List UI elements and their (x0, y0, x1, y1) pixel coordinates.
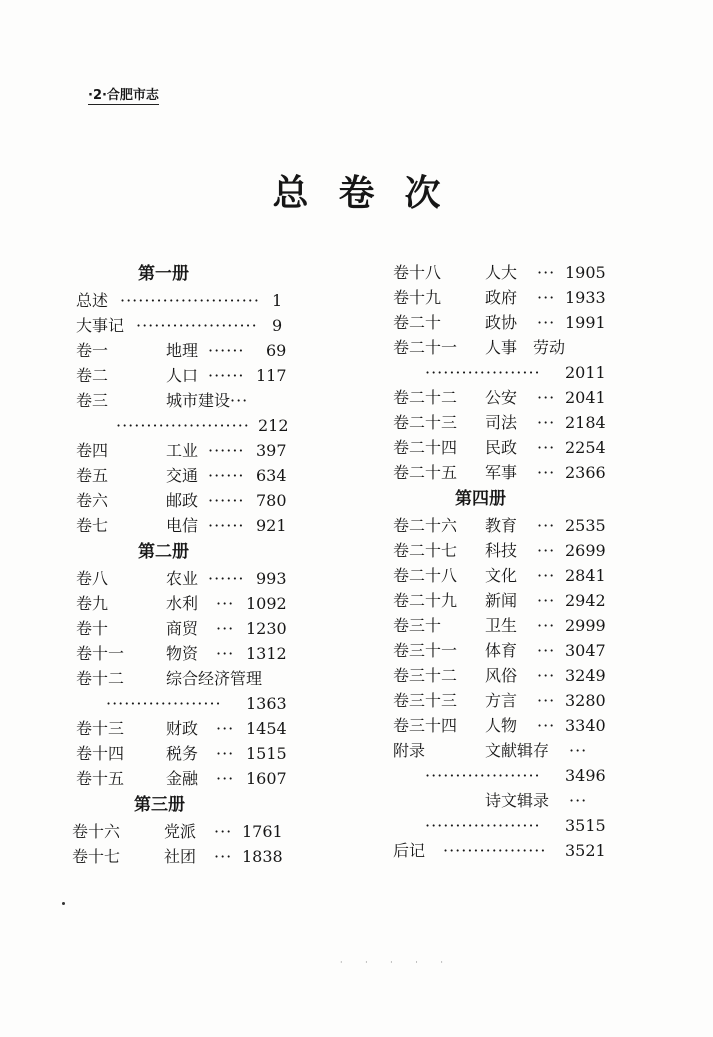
toc-entry (76, 463, 286, 488)
entry-text: 文化 (485, 566, 518, 585)
toc-entry (76, 741, 286, 766)
entry-text: 卷二十三 (393, 413, 458, 432)
page-number: 1092 (246, 594, 287, 613)
dot-leader: ··· (216, 644, 235, 663)
toc-entry (393, 285, 605, 310)
dot-leader: ······ (208, 341, 245, 360)
toc-entry (393, 663, 605, 688)
entry-text: 卷三十 (393, 616, 442, 635)
entry-text: 财政 (166, 719, 199, 738)
dot-leader: ··· (537, 413, 556, 432)
entry-text: 卷三十二 (393, 666, 458, 685)
toc-entry (393, 613, 605, 638)
toc-entry (76, 438, 286, 463)
toc-entry (76, 716, 286, 741)
toc-entry (393, 738, 605, 763)
toc-entry (393, 513, 605, 538)
entry-text: 卷二十九 (393, 591, 458, 610)
dot-leader: ··· (216, 619, 235, 638)
entry-text: 卷三十一 (393, 641, 458, 660)
dot-leader: ··················· (425, 816, 541, 835)
page-number: 117 (256, 366, 287, 385)
toc-entry (76, 616, 286, 641)
toc-entry (393, 563, 605, 588)
dot-leader: ··· (537, 263, 556, 282)
entry-text: 大事记 (76, 316, 125, 335)
entry-text: 人事 劳动 (485, 338, 566, 357)
toc-entry (76, 513, 286, 538)
page-number: 2999 (565, 616, 606, 635)
entry-text: 卷五 (76, 466, 109, 485)
dot-leader: ··· (230, 391, 249, 410)
entry-text: 地理 (166, 341, 199, 360)
page-number: 397 (256, 441, 287, 460)
entry-text: 新闻 (485, 591, 518, 610)
toc-entry (393, 588, 605, 613)
page-number: 3280 (565, 691, 606, 710)
page-number: 1933 (565, 288, 606, 307)
margin-dot (62, 902, 65, 905)
page-number: 2366 (565, 463, 606, 482)
dot-leader: ··· (216, 594, 235, 613)
entry-text: 方言 (485, 691, 518, 710)
dot-leader: ······················· (120, 291, 260, 310)
entry-text: 水利 (166, 594, 199, 613)
page-title: 总卷次 (272, 172, 471, 214)
page-number: 634 (256, 466, 287, 485)
toc-entry (76, 766, 286, 791)
page-number: 3340 (565, 716, 606, 735)
entry-text: 后记 (393, 841, 426, 860)
toc-entry (393, 763, 605, 788)
volume-heading (76, 538, 286, 566)
toc-entry (393, 410, 605, 435)
entry-text: 卷二十七 (393, 541, 458, 560)
entry-text: 卷十 (76, 619, 109, 638)
entry-text: 商贸 (166, 619, 199, 638)
entry-text: 附录 (393, 741, 426, 760)
page-number: 2254 (565, 438, 606, 457)
entry-text: 卷一 (76, 341, 109, 360)
toc-entry (76, 338, 286, 363)
entry-text: 卷三十三 (393, 691, 458, 710)
entry-text: 卷二十五 (393, 463, 458, 482)
dot-leader: ··· (216, 769, 235, 788)
entry-text: 科技 (485, 541, 518, 560)
toc-entry (393, 713, 605, 738)
toc-entry (393, 360, 605, 385)
dot-leader: ··· (537, 566, 556, 585)
entry-text: 卷三十四 (393, 716, 458, 735)
toc-entry (393, 435, 605, 460)
page-number: 3521 (565, 841, 606, 860)
entry-text: 综合经济管理 (166, 669, 263, 688)
entry-text: 体育 (485, 641, 518, 660)
volume-heading-label: 第三册 (134, 795, 185, 815)
page-number: 1761 (242, 822, 283, 841)
entry-text: 卷十五 (76, 769, 125, 788)
volume-heading-label: 第四册 (455, 489, 506, 509)
dot-leader: ······ (208, 466, 245, 485)
entry-text: 人物 (485, 716, 518, 735)
page-number: 2841 (565, 566, 606, 585)
entry-text: 卷九 (76, 594, 109, 613)
page-number: 2184 (565, 413, 606, 432)
entry-text: 物资 (166, 644, 199, 663)
entry-text: 总述 (76, 291, 109, 310)
dot-leader: ··· (214, 847, 233, 866)
dot-leader: ··· (214, 822, 233, 841)
entry-text: 民政 (485, 438, 518, 457)
toc-entry (393, 260, 605, 285)
dot-leader: ···················· (136, 316, 258, 335)
toc-entry (393, 688, 605, 713)
dot-leader: ······ (208, 491, 245, 510)
volume-heading (76, 791, 286, 819)
entry-text: 军事 (485, 463, 518, 482)
toc-entry (76, 413, 289, 438)
page-number: 1607 (246, 769, 287, 788)
dot-leader: ······················ (116, 416, 250, 435)
dot-leader: ··· (537, 691, 556, 710)
entry-text: 卷十九 (393, 288, 442, 307)
entry-text: 邮政 (166, 491, 199, 510)
entry-text: 文献辑存 (485, 741, 550, 760)
dot-leader: ··· (537, 716, 556, 735)
page-number: 3047 (565, 641, 606, 660)
toc-entry (393, 460, 605, 485)
page-number: 3249 (565, 666, 606, 685)
toc-entry (76, 591, 286, 616)
toc-entry (76, 666, 286, 691)
dot-leader: ··· (537, 541, 556, 560)
page-number: 1 (272, 291, 283, 310)
dot-leader: ··· (216, 744, 235, 763)
entry-text: 卷十三 (76, 719, 125, 738)
page-number: 9 (272, 316, 283, 335)
toc-entry (393, 813, 605, 838)
dot-leader: ··· (537, 463, 556, 482)
entry-text: 司法 (485, 413, 518, 432)
entry-text: 卷二十六 (393, 516, 458, 535)
entry-text: 卷二十二 (393, 388, 458, 407)
toc-entry (76, 641, 286, 666)
entry-text: 金融 (166, 769, 199, 788)
entry-text: 诗文辑录 (485, 791, 550, 810)
dot-leader: ··· (537, 313, 556, 332)
dot-leader: ······ (208, 441, 245, 460)
entry-text: 卷四 (76, 441, 109, 460)
volume-heading-label: 第一册 (138, 264, 189, 284)
toc-entry (76, 566, 286, 591)
entry-text: 交通 (166, 466, 199, 485)
entry-text: 电信 (166, 516, 199, 535)
entry-text: 人口 (166, 366, 199, 385)
entry-text: 卷十二 (76, 669, 125, 688)
page-number: 993 (256, 569, 287, 588)
entry-text: 卷十四 (76, 744, 125, 763)
footer-marks: · · · · · (340, 958, 453, 967)
toc-entry (72, 819, 286, 844)
page-number: 1454 (246, 719, 287, 738)
entry-text: 党派 (164, 822, 197, 841)
entry-text: 城市建设 (166, 391, 231, 410)
page-number: 1905 (565, 263, 606, 282)
toc-entry (76, 288, 286, 313)
entry-text: 卷十一 (76, 644, 125, 663)
toc-entry (393, 538, 605, 563)
running-header: ·2·合肥市志 (88, 84, 159, 105)
page-number: 2535 (565, 516, 606, 535)
toc-entry (393, 838, 605, 863)
page-number: 2942 (565, 591, 606, 610)
dot-leader: ··· (537, 438, 556, 457)
toc-entry (393, 310, 605, 335)
entry-text: 社团 (164, 847, 197, 866)
toc-entry (76, 313, 286, 338)
entry-text: 农业 (166, 569, 199, 588)
dot-leader: ··· (537, 641, 556, 660)
entry-text: 卷二 (76, 366, 109, 385)
entry-text: 税务 (166, 744, 199, 763)
entry-text: 卷十六 (72, 822, 121, 841)
toc-right-column (393, 260, 605, 863)
toc-entry (76, 488, 286, 513)
volume-heading (76, 260, 286, 288)
toc-entry (393, 638, 605, 663)
entry-text: 卷七 (76, 516, 109, 535)
page-number: 69 (266, 341, 287, 360)
page-number: 212 (258, 416, 289, 435)
entry-text: 政协 (485, 313, 518, 332)
entry-text: 人大 (485, 263, 518, 282)
page-number: 1991 (565, 313, 606, 332)
toc-entry (72, 844, 286, 869)
entry-text: 卷二十 (393, 313, 442, 332)
page-number: 1312 (246, 644, 287, 663)
dot-leader: ······ (208, 366, 245, 385)
toc-entry (76, 388, 286, 413)
dot-leader: ······ (208, 569, 245, 588)
entry-text: 工业 (166, 441, 199, 460)
dot-leader: ··· (537, 616, 556, 635)
dot-leader: ··· (537, 388, 556, 407)
toc-entry (393, 335, 605, 360)
page-number: 921 (256, 516, 287, 535)
dot-leader: ··················· (425, 363, 541, 382)
page-number: 1838 (242, 847, 283, 866)
toc-entry (393, 788, 605, 813)
volume-heading (393, 485, 605, 513)
page-number: 1363 (246, 694, 287, 713)
page-number: 2041 (565, 388, 606, 407)
page-number: 1515 (246, 744, 287, 763)
page-number: 3515 (565, 816, 606, 835)
page-number: 2011 (565, 363, 606, 382)
dot-leader: ··· (569, 791, 588, 810)
dot-leader: ··· (537, 591, 556, 610)
dot-leader: ··· (537, 666, 556, 685)
page-number: 3496 (565, 766, 606, 785)
entry-text: 教育 (485, 516, 518, 535)
entry-text: 卷二十四 (393, 438, 458, 457)
entry-text: 卷十七 (72, 847, 121, 866)
toc-entry (76, 691, 286, 716)
entry-text: 卷六 (76, 491, 109, 510)
dot-leader: ················· (443, 841, 547, 860)
dot-leader: ··· (537, 516, 556, 535)
entry-text: 卫生 (485, 616, 518, 635)
page-number: 2699 (565, 541, 606, 560)
entry-text: 政府 (485, 288, 518, 307)
dot-leader: ··················· (425, 766, 541, 785)
dot-leader: ··· (569, 741, 588, 760)
entry-text: 风俗 (485, 666, 518, 685)
entry-text: 卷二十一 (393, 338, 458, 357)
dot-leader: ··················· (106, 694, 222, 713)
toc-left-column (72, 260, 289, 869)
entry-text: 卷二十八 (393, 566, 458, 585)
volume-heading-label: 第二册 (138, 542, 189, 562)
toc-entry (393, 385, 605, 410)
page-number: 780 (256, 491, 287, 510)
entry-text: 卷八 (76, 569, 109, 588)
dot-leader: ······ (208, 516, 245, 535)
entry-text: 卷十八 (393, 263, 442, 282)
dot-leader: ··· (537, 288, 556, 307)
entry-text: 卷三 (76, 391, 109, 410)
dot-leader: ··· (216, 719, 235, 738)
toc-entry (76, 363, 286, 388)
entry-text: 公安 (485, 388, 518, 407)
page-number: 1230 (246, 619, 287, 638)
